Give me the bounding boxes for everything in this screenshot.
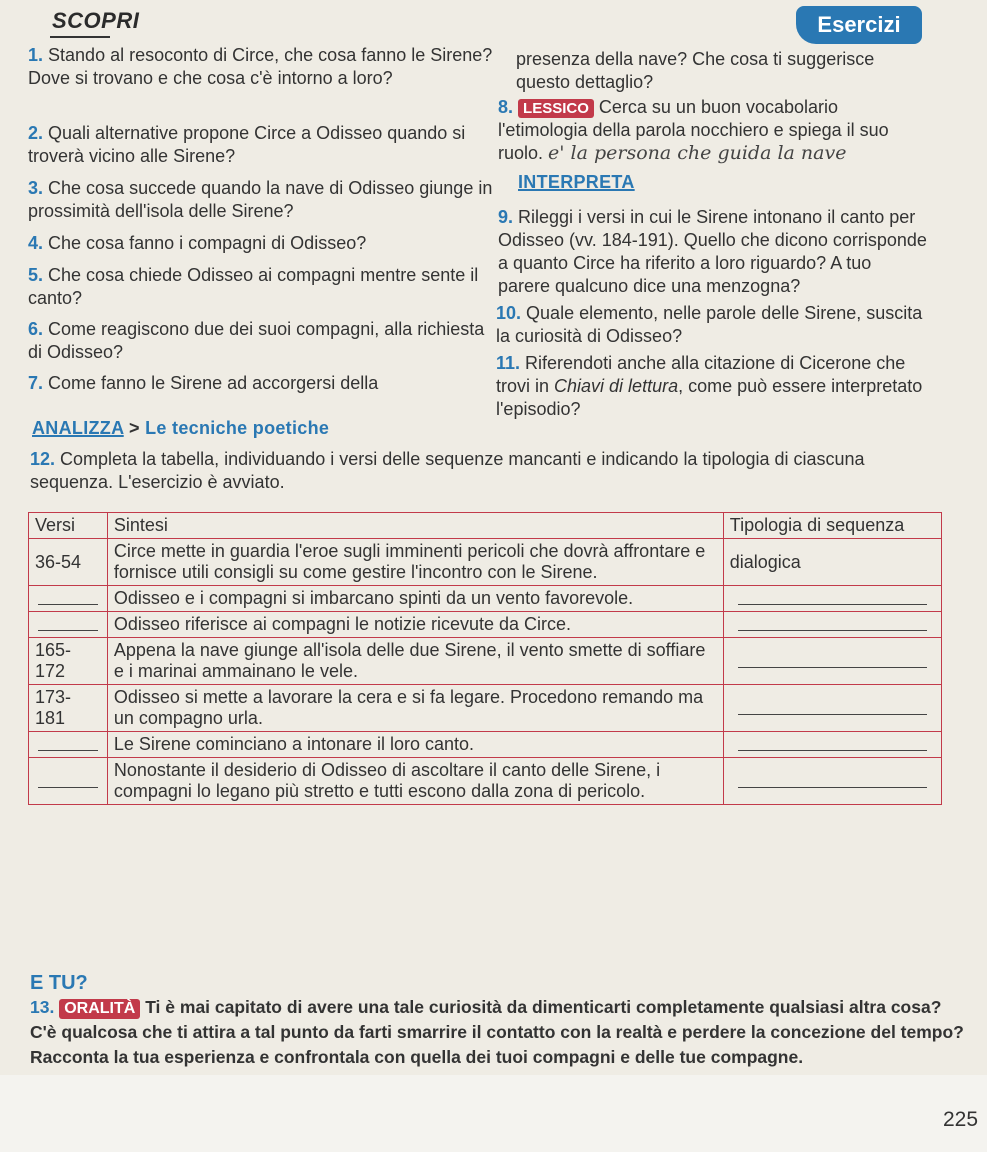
cell-tipologia-blank[interactable] xyxy=(723,732,941,758)
header-versi: Versi xyxy=(29,513,108,539)
cell-sintesi: Circe mette in guardia l'eroe sugli imminenti pericoli che dovrà affrontare e fornisce utili consigli su come gestire l'incontro con le Sirene. xyxy=(107,539,723,586)
header-sintesi: Sintesi xyxy=(107,513,723,539)
question-2: 2. Quali alternative propone Circe a Odisseo quando si troverà vicino alle Sirene? xyxy=(28,123,466,166)
question-9: 9. Rileggi i versi in cui le Sirene intonano il canto per Odisseo (vv. 184-191). Quello che dicono corrisponde a quanto Circe ha riferito a loro riguardo? A tuo parere qualcuno dice una menzogna? xyxy=(498,207,927,296)
handwritten-answer: e' la persona che guida la nave xyxy=(548,142,847,164)
table-row xyxy=(29,586,942,612)
cell-tipologia-blank[interactable] xyxy=(723,685,941,732)
cell-sintesi: Appena la nave giunge all'isola delle due Sirene, il vento smette di soffiare e i marinai ammainano le vele. xyxy=(107,638,723,685)
cell-versi: 36-54 xyxy=(29,539,108,586)
cell-sintesi: Odisseo e i compagni si imbarcano spinti da un vento favorevole. xyxy=(107,586,723,612)
blank-line xyxy=(738,775,927,788)
question-10: 10. Quale elemento, nelle parole delle Sirene, suscita la curiosità di Odisseo? xyxy=(496,303,923,346)
blank-line xyxy=(738,738,927,751)
question-13: 13. ORALITÀ Ti è mai capitato di avere una tale curiosità da dimenticarti completamente qualsiasi altra cosa? C'è qualcosa che ti attira a tal punto da farti smarrire il contatto con la realtà e perdere la concezione del tempo? Racconta la tua esperienza e confrontala con quella dei tuoi compagni e delle tue compagne. xyxy=(30,997,964,1067)
question-12: 12. Completa la tabella, individuando i versi delle sequenze mancanti e indicando la tipologia di ciascuna sequenza. L'esercizio è avviato. xyxy=(30,449,865,492)
cell-versi-blank[interactable] xyxy=(29,586,108,612)
blank-line xyxy=(38,618,99,631)
table-row xyxy=(29,612,942,638)
blank-line xyxy=(738,592,927,605)
question-11: 11. Riferendoti anche alla citazione di Cicerone che trovi in Chiavi di lettura, come può essere interpretato l'episodio? xyxy=(496,353,923,419)
blank-line xyxy=(38,592,99,605)
cell-versi: 173-181 xyxy=(29,685,108,732)
blank-line xyxy=(738,655,927,668)
cell-versi-blank[interactable] xyxy=(29,612,108,638)
cell-tipologia: dialogica xyxy=(723,539,941,586)
table-row xyxy=(29,758,942,805)
cell-versi: 165-172 xyxy=(29,638,108,685)
page-bottom-band xyxy=(0,1075,987,1152)
question-3: 3. Che cosa succede quando la nave di Odisseo giunge in prossimità dell'isola delle Sirene? xyxy=(28,178,493,221)
blank-line xyxy=(38,775,99,788)
cell-versi-blank[interactable] xyxy=(29,758,108,805)
sequence-table xyxy=(28,512,942,805)
esercizi-badge: Esercizi xyxy=(796,6,922,44)
lessico-tag: LESSICO xyxy=(518,99,594,118)
question-8: 8. LESSICO Cerca su un buon vocabolario l'etimologia della parola nocchiero e spiega il suo ruolo. e' la persona che guida la nave xyxy=(498,97,889,164)
header-tipologia: Tipologia di sequenza xyxy=(723,513,941,539)
blank-line xyxy=(738,702,927,715)
question-7-continuation: presenza della nave? Che cosa ti suggerisce questo dettaglio? xyxy=(516,49,875,92)
table-row xyxy=(29,685,942,732)
section-label-scopri: SCOPRI xyxy=(52,8,140,33)
section-interpreta: INTERPRETA xyxy=(518,172,635,192)
section-underline xyxy=(50,36,110,38)
oralita-tag: ORALITÀ xyxy=(59,999,140,1019)
question-5: 5. Che cosa chiede Odisseo ai compagni mentre sente il canto? xyxy=(28,265,479,308)
cell-tipologia-blank[interactable] xyxy=(723,612,941,638)
cell-tipologia-blank[interactable] xyxy=(723,758,941,805)
section-analizza: ANALIZZA > Le tecniche poetiche xyxy=(32,418,330,438)
table-row xyxy=(29,732,942,758)
cell-sintesi: Odisseo riferisce ai compagni le notizie ricevute da Circe. xyxy=(107,612,723,638)
cell-tipologia-blank[interactable] xyxy=(723,638,941,685)
table-row xyxy=(29,539,942,586)
cell-tipologia-blank[interactable] xyxy=(723,586,941,612)
question-6: 6. Come reagiscono due dei suoi compagni, alla richiesta di Odisseo? xyxy=(28,319,485,362)
cell-versi-blank[interactable] xyxy=(29,732,108,758)
cell-sintesi: Le Sirene cominciano a intonare il loro canto. xyxy=(107,732,723,758)
question-1: 1. Stando al resoconto di Circe, che cosa fanno le Sirene? Dove si trovano e che cosa c'è intorno a loro? xyxy=(28,45,493,88)
page-number: 225 xyxy=(943,1108,979,1131)
blank-line xyxy=(738,618,927,631)
blank-line xyxy=(38,738,99,751)
table-row xyxy=(29,638,942,685)
question-4: 4. Che cosa fanno i compagni di Odisseo? xyxy=(28,233,367,253)
question-7: 7. Come fanno le Sirene ad accorgersi della xyxy=(28,373,379,393)
cell-sintesi: Odisseo si mette a lavorare la cera e si fa legare. Procedono remando ma un compagno urla. xyxy=(107,685,723,732)
section-etu: E TU? xyxy=(30,972,88,994)
cell-sintesi: Nonostante il desiderio di Odisseo di ascoltare il canto delle Sirene, i compagni lo legano più stretto e tutti escono dalla zona di pericolo. xyxy=(107,758,723,805)
